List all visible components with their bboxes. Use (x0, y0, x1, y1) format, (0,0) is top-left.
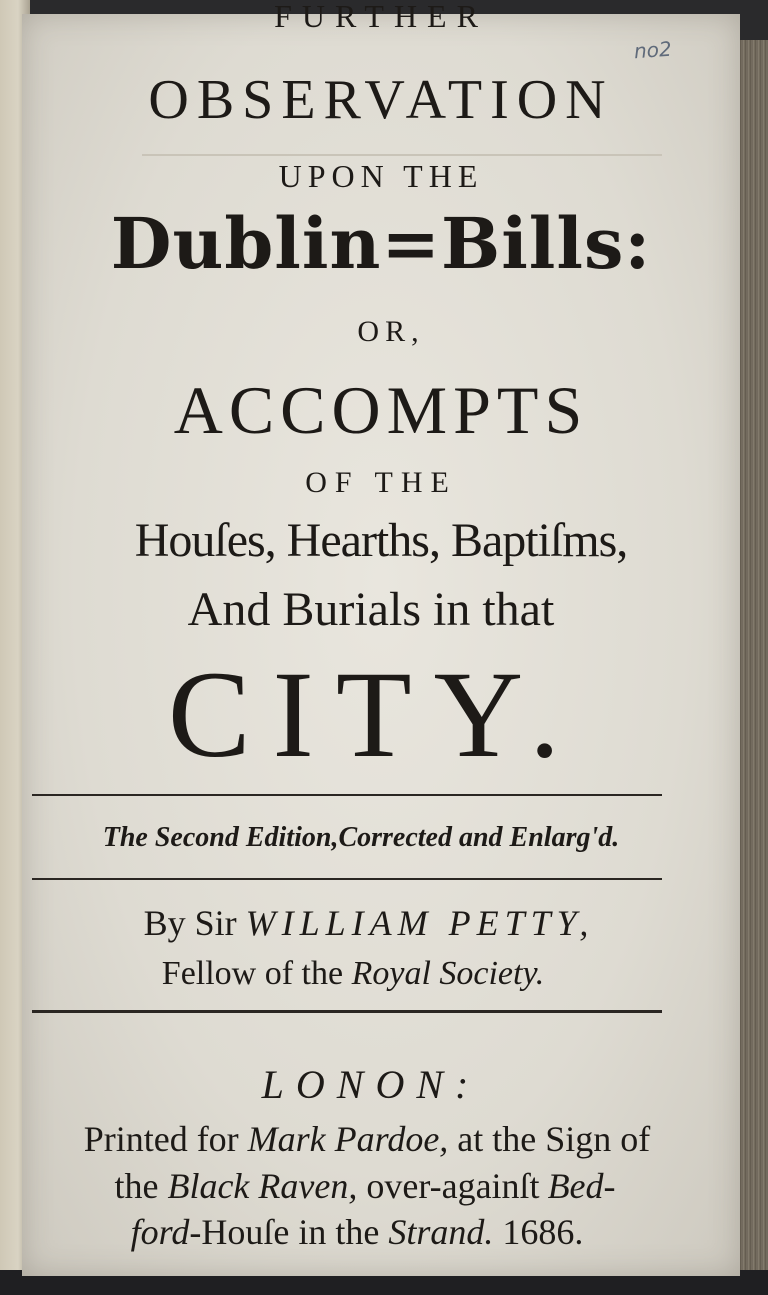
imprint-line-1 (8, 1117, 726, 1161)
imprint-line-3 (0, 1210, 716, 1254)
imprint-house: -Houſe in the (189, 1212, 380, 1252)
author-name: WILLIAM PETTY, (245, 903, 595, 943)
top-rule (32, 794, 662, 796)
line-houses: Houſes, Hearths, Baptiſms, (134, 514, 628, 567)
author-line (10, 900, 728, 946)
imprint-ford: ford (130, 1212, 190, 1252)
line-burials: And Burials in that (187, 583, 555, 636)
imprint-year: 1686. (502, 1212, 584, 1252)
line-or: OR, (357, 315, 425, 348)
line-observation: OBSERVATION (148, 69, 614, 131)
imprint-printer: Mark Pardoe, (247, 1119, 449, 1159)
imprint-black-raven: Black Raven, (167, 1166, 358, 1206)
imprint-place: LONON: (261, 1062, 481, 1107)
imprint-strand: Strand. (388, 1212, 494, 1252)
imprint-bed: Bed- (547, 1166, 616, 1206)
bottom-rule (32, 1010, 662, 1013)
pencil-mark: no2 (633, 36, 673, 64)
imprint-line-2 (6, 1164, 724, 1208)
line-dublin-bills: Dublin=Bills: (110, 202, 652, 285)
line-further: FURTHER (274, 0, 488, 34)
fellow-line (0, 952, 712, 996)
author-society: Royal Society. (351, 955, 545, 992)
line-accompts: ACCOMPTS (173, 372, 589, 448)
line-of-the: OF THE (305, 466, 457, 499)
imprint-printed-for: Printed for (83, 1119, 239, 1159)
line-upon-the: UPON THE (278, 158, 484, 194)
imprint-the: the (114, 1166, 159, 1206)
edition-line: The Second Edition,Corrected and Enlarg'd. (102, 822, 620, 853)
author-fellow: Fellow of the (161, 955, 344, 992)
title-page (22, 0, 740, 1276)
author-by: By Sir (143, 903, 237, 943)
imprint-sign: at the Sign of (457, 1119, 651, 1159)
line-city: CITY. (167, 646, 583, 783)
imprint-over-against: over-againſt (366, 1166, 540, 1206)
middle-rule (32, 878, 662, 880)
